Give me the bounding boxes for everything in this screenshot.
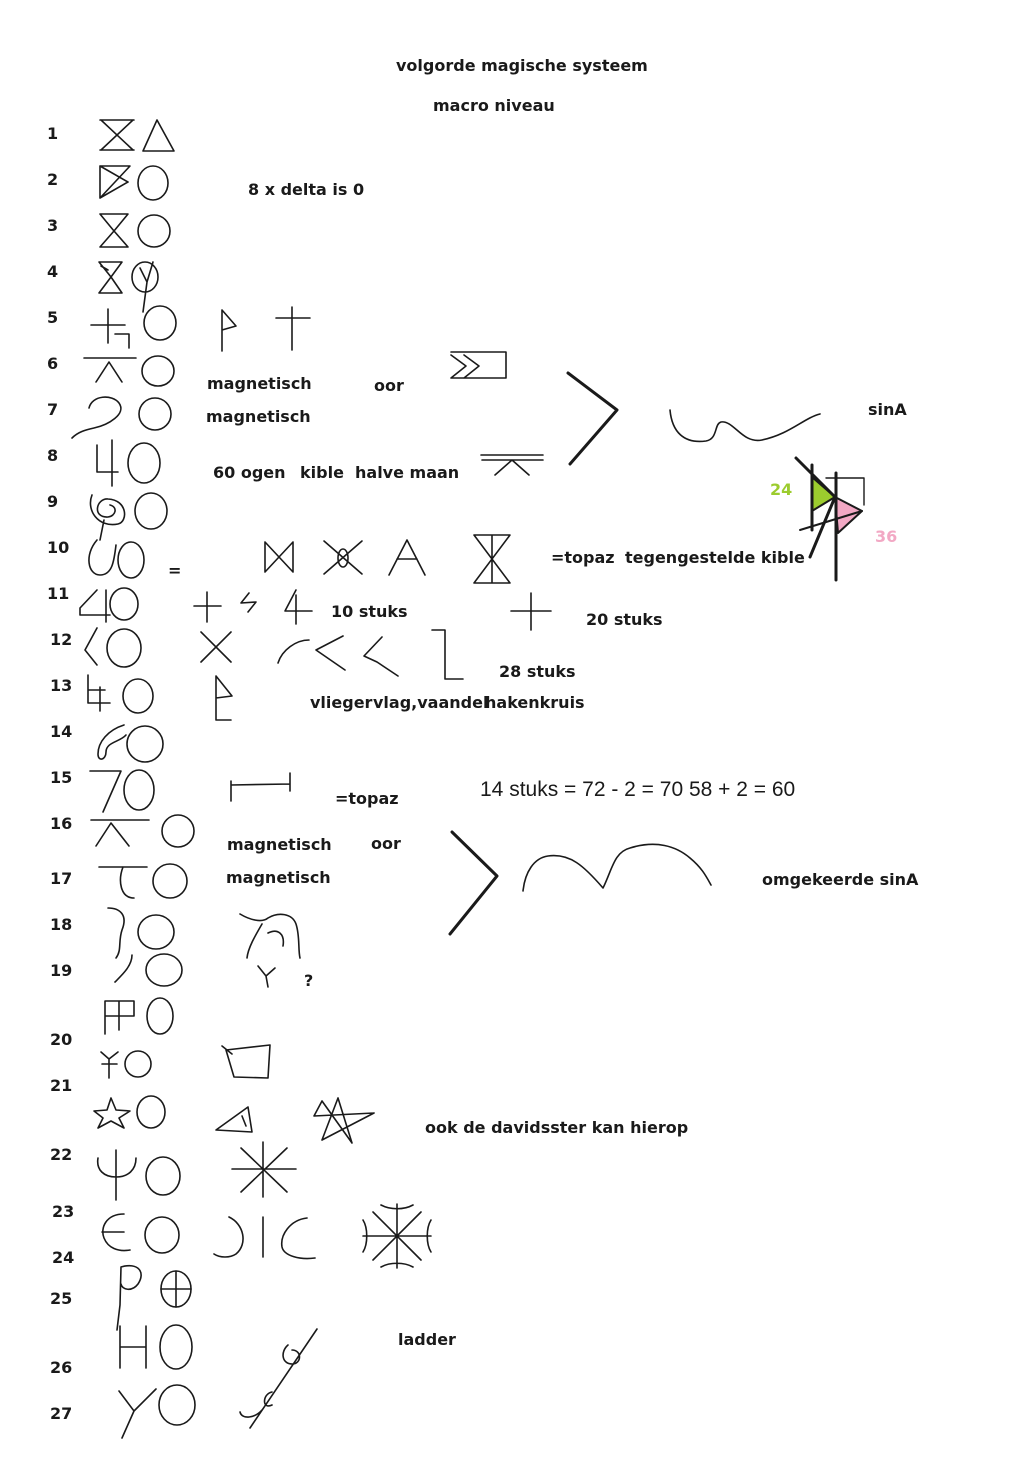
hook-glyph bbox=[108, 908, 124, 958]
row-number: 12 bbox=[50, 630, 73, 649]
hourglass-glyph bbox=[99, 262, 122, 293]
row-number: 9 bbox=[47, 492, 59, 511]
arc-bars-glyph bbox=[214, 1217, 315, 1259]
psi-glyph bbox=[98, 1150, 136, 1200]
bracket-glyph bbox=[231, 773, 290, 801]
row-5-glyphs bbox=[91, 306, 310, 351]
angle-24-label: 24 bbox=[770, 480, 793, 499]
row-27-glyphs bbox=[119, 1385, 195, 1438]
stroke-glyph bbox=[316, 636, 345, 670]
sinA-label: sinA bbox=[868, 400, 907, 419]
x-glyph bbox=[324, 541, 362, 574]
hourglass-glyph bbox=[100, 214, 128, 247]
stroke-glyph bbox=[364, 637, 398, 676]
hakenkruis-label: hakenkruis bbox=[485, 693, 585, 712]
triangle-glyph bbox=[216, 1107, 252, 1132]
question-mark: ? bbox=[304, 971, 314, 990]
row-number: 10 bbox=[47, 538, 70, 557]
row-18-glyphs bbox=[108, 908, 300, 958]
magnetisch-label: magnetisch bbox=[226, 868, 331, 887]
row-number: 1 bbox=[47, 124, 59, 143]
circle-glyph bbox=[146, 1157, 180, 1195]
y-glyph bbox=[101, 1052, 118, 1078]
topaz-glyph bbox=[474, 535, 510, 583]
kible-glyph bbox=[91, 820, 149, 846]
tegengestelde-kible-label: tegengestelde kible bbox=[625, 548, 805, 567]
row-1-glyphs bbox=[100, 120, 174, 151]
row-8-glyphs bbox=[97, 440, 543, 486]
count-10-label: 10 stuks bbox=[331, 602, 408, 621]
row-number: 4 bbox=[47, 262, 59, 281]
circle-glyph bbox=[128, 443, 160, 483]
circle-glyph bbox=[137, 1096, 165, 1128]
l-bracket-glyph bbox=[432, 630, 463, 679]
circle-glyph bbox=[110, 588, 138, 620]
circle-glyph bbox=[160, 1325, 192, 1369]
circle-glyph bbox=[124, 770, 154, 810]
sketch-glyph bbox=[240, 914, 300, 958]
page-title: volgorde magische systeem bbox=[396, 56, 648, 75]
row-number: 21 bbox=[50, 1076, 73, 1095]
row-26-glyphs bbox=[120, 1325, 317, 1428]
row-9-glyphs bbox=[90, 493, 167, 540]
delta-label: 8 x delta is 0 bbox=[248, 180, 365, 199]
circle-glyph bbox=[135, 493, 167, 529]
formula-text: 14 stuks = 72 - 2 = 70 58 + 2 = 60 bbox=[480, 778, 796, 801]
circle-glyph bbox=[138, 915, 174, 949]
row-number: 27 bbox=[50, 1404, 73, 1423]
four-glyph bbox=[97, 440, 118, 486]
circle-glyph bbox=[146, 954, 182, 986]
spiral-glyph bbox=[90, 495, 124, 540]
cross-glyph bbox=[194, 592, 221, 622]
circle-glyph bbox=[123, 679, 153, 713]
row-number: 8 bbox=[47, 446, 59, 465]
topaz-label: =topaz bbox=[551, 548, 615, 567]
sine-wave-glyph bbox=[670, 410, 820, 441]
row-25-glyphs bbox=[117, 1266, 191, 1330]
epsilon-glyph bbox=[102, 1214, 130, 1251]
ogen-label: 60 ogen bbox=[213, 463, 286, 482]
row-number: 5 bbox=[47, 308, 59, 327]
circle-glyph bbox=[138, 215, 170, 247]
stroke-glyph bbox=[115, 955, 132, 982]
davidsster-label: ook de davidsster kan hierop bbox=[425, 1118, 689, 1137]
halve-maan-label: halve maan bbox=[355, 463, 460, 482]
four-glyph bbox=[80, 590, 110, 622]
equals-sign: = bbox=[168, 561, 182, 580]
asterisk-glyph bbox=[232, 1142, 296, 1197]
row-number: 26 bbox=[50, 1358, 73, 1377]
h-glyph bbox=[120, 1326, 146, 1368]
six-curve-glyph bbox=[98, 725, 126, 759]
u-curve-glyph bbox=[89, 540, 116, 575]
row-number: 17 bbox=[50, 869, 73, 888]
ladder-label: ladder bbox=[398, 1330, 456, 1349]
row-15-glyphs bbox=[90, 770, 290, 812]
row-number: 15 bbox=[50, 768, 73, 787]
y-glyph bbox=[119, 1389, 156, 1438]
cross-hook-glyph bbox=[91, 309, 129, 348]
pentagram-glyph bbox=[314, 1098, 374, 1143]
row-number: 24 bbox=[52, 1248, 75, 1267]
row-number: 22 bbox=[50, 1145, 73, 1164]
row-number: 16 bbox=[50, 814, 73, 833]
row-13-glyphs bbox=[88, 675, 232, 720]
row-number: 11 bbox=[47, 584, 70, 603]
flag-glyph bbox=[222, 310, 236, 351]
row-number: 7 bbox=[47, 400, 59, 419]
row-number: 18 bbox=[50, 915, 73, 934]
hourglass-x-glyph bbox=[100, 120, 134, 150]
row-21-glyphs bbox=[101, 1045, 270, 1078]
arrow-box-glyph bbox=[451, 352, 506, 378]
row-7-glyphs bbox=[72, 373, 820, 464]
circle-glyph bbox=[147, 998, 173, 1034]
row-number: 13 bbox=[50, 676, 73, 695]
count-20-label: 20 stuks bbox=[586, 610, 663, 629]
row-19-glyphs bbox=[115, 954, 275, 987]
chevron-glyph bbox=[568, 373, 617, 464]
row-number: 23 bbox=[52, 1202, 75, 1221]
triangle-glyph bbox=[143, 120, 174, 151]
topaz-label: =topaz bbox=[335, 789, 399, 808]
circle-glyph bbox=[138, 166, 168, 200]
circle-glyph bbox=[127, 726, 163, 762]
row-12-glyphs bbox=[85, 628, 463, 679]
circle-glyph bbox=[159, 1385, 195, 1425]
row-4-glyphs bbox=[99, 262, 158, 312]
vlieger-label: vlieger bbox=[310, 693, 373, 712]
circle-glyph bbox=[125, 1051, 151, 1077]
oor-label: oor bbox=[371, 834, 401, 853]
angle-glyph bbox=[85, 628, 97, 665]
snowflake-glyph bbox=[363, 1204, 431, 1268]
row-3-glyphs bbox=[100, 214, 170, 247]
circle-glyph bbox=[153, 864, 187, 898]
row-number: 20 bbox=[50, 1030, 73, 1049]
four-glyph bbox=[88, 675, 110, 711]
two-curve-glyph bbox=[72, 397, 121, 438]
row-16-glyphs bbox=[91, 815, 711, 934]
circle-glyph bbox=[118, 542, 144, 578]
a-glyph bbox=[389, 540, 425, 575]
row-number: 14 bbox=[50, 722, 73, 741]
chevron-glyph bbox=[450, 832, 497, 934]
bowtie-glyph bbox=[100, 166, 130, 198]
y-stroke-glyph bbox=[140, 262, 153, 312]
x-glyph bbox=[201, 632, 231, 662]
row-17-glyphs bbox=[99, 864, 187, 898]
oor-label: oor bbox=[374, 376, 404, 395]
four-glyph bbox=[285, 590, 312, 624]
kible-label: kible bbox=[300, 463, 344, 482]
row-number: 19 bbox=[50, 961, 73, 980]
vlag-label: vlag,vaandel bbox=[373, 693, 489, 712]
row-23-glyphs bbox=[102, 1204, 431, 1268]
omgekeerde-sinA-label: omgekeerde sinA bbox=[762, 870, 919, 889]
star-glyph bbox=[94, 1098, 130, 1128]
circle-glyph bbox=[142, 356, 174, 386]
stroke-glyph bbox=[278, 640, 309, 663]
half-moon-kible-glyph bbox=[481, 455, 543, 475]
inverted-sine-glyph bbox=[523, 844, 711, 891]
t-curve-glyph bbox=[99, 867, 147, 898]
row-11-glyphs bbox=[80, 588, 551, 630]
cross-glyph bbox=[276, 307, 310, 350]
magnetisch-label: magnetisch bbox=[207, 374, 312, 393]
row-20-glyphs bbox=[105, 998, 173, 1034]
row-number: 25 bbox=[50, 1289, 73, 1308]
star-row-glyphs bbox=[94, 1096, 374, 1143]
box-glyph bbox=[105, 1001, 134, 1034]
bowtie-box-glyph bbox=[265, 542, 293, 572]
row-22-glyphs bbox=[98, 1142, 296, 1200]
magnetisch-label: magnetisch bbox=[206, 407, 311, 426]
magnetisch-label: magnetisch bbox=[227, 835, 332, 854]
circle-glyph bbox=[162, 815, 194, 847]
lightning-glyph bbox=[241, 593, 256, 612]
angle-diagram bbox=[796, 458, 864, 580]
quad-glyph bbox=[222, 1045, 270, 1078]
angle-36-label: 36 bbox=[875, 527, 898, 546]
circle-glyph bbox=[139, 398, 171, 430]
row-number: 3 bbox=[47, 216, 59, 235]
cross-glyph bbox=[511, 593, 551, 630]
sketch-glyph bbox=[258, 966, 275, 987]
frame-line bbox=[826, 478, 864, 505]
row-number: 2 bbox=[47, 170, 59, 189]
row-6-glyphs bbox=[84, 352, 506, 386]
row-14-glyphs bbox=[98, 725, 163, 762]
row-10-glyphs bbox=[89, 535, 510, 583]
circle-glyph bbox=[107, 629, 141, 667]
circle-glyph bbox=[144, 306, 176, 340]
circle-glyph bbox=[145, 1217, 179, 1253]
row-2-glyphs bbox=[100, 166, 168, 200]
seven-glyph bbox=[90, 771, 121, 812]
count-28-label: 28 stuks bbox=[499, 662, 576, 681]
kite-flag-glyph bbox=[216, 676, 232, 720]
page-subtitle: macro niveau bbox=[433, 96, 555, 115]
ladder-glyph bbox=[240, 1329, 317, 1428]
row-number: 6 bbox=[47, 354, 59, 373]
p-glyph bbox=[117, 1266, 141, 1330]
kible-glyph bbox=[84, 358, 136, 382]
